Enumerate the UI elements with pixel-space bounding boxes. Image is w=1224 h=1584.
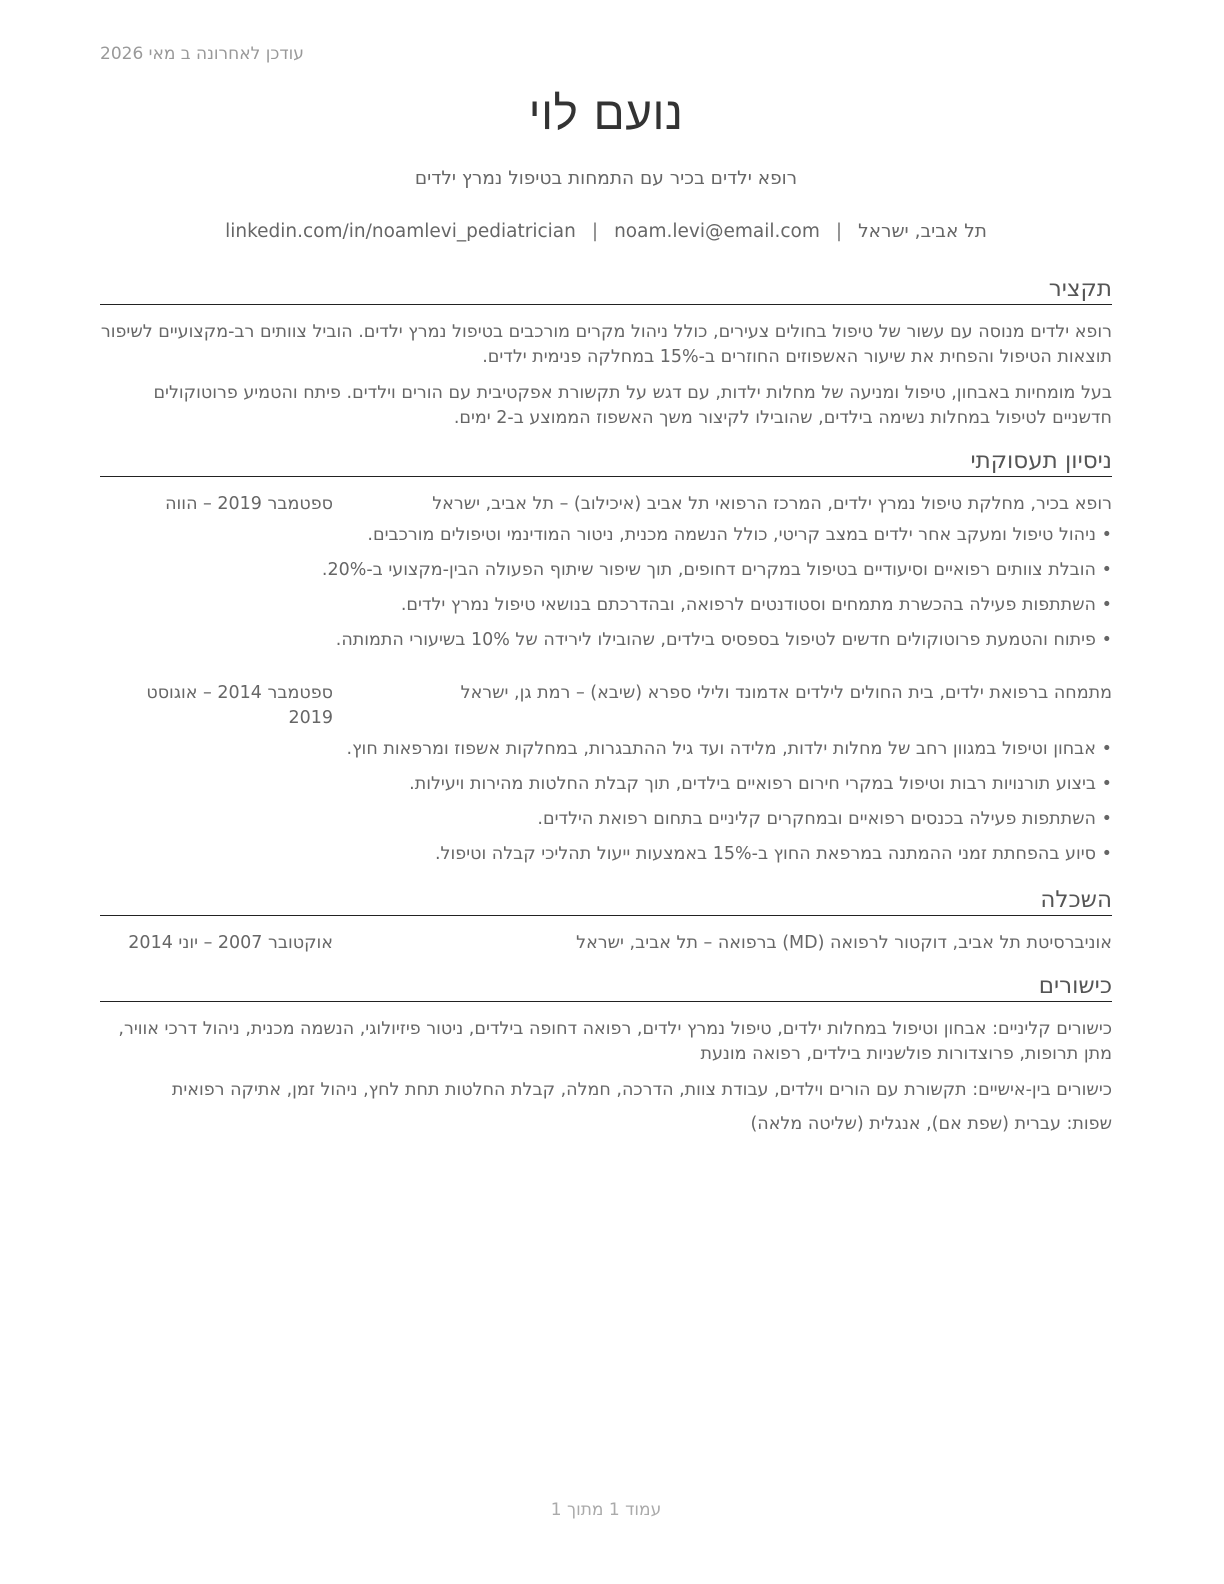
- list-item: • ניהול טיפול ומעקב אחר ילדים במצב קריטי, כולל הנשמה מכנית, ניטור המודינמי וטיפולים מורכבים.: [100, 523, 1112, 558]
- section-title-skills: כישורים: [100, 972, 1112, 1002]
- job-title: מתמחה ברפואת ילדים, בית החולים לילדים אדמונד ולילי ספרא (שיבא) – רמת גן, ישראל: [460, 683, 1112, 703]
- job-header: [100, 492, 1112, 517]
- education-title: אוניברסיטת תל אביב, דוקטור לרפואה (MD) ברפואה – תל אביב, ישראל: [576, 933, 1112, 953]
- list-item: • הובלת צוותים רפואיים וסיעודיים בטיפול במקרים דחופים, תוך שיפור שיתוף הפעולה הבין-מקצועי ב-20%.: [100, 558, 1112, 593]
- list-item: • השתתפות פעילה בהכשרת מתמחים וסטודנטים לרפואה, ובהדרכתם בנושאי טיפול נמרץ ילדים.: [100, 593, 1112, 628]
- list-item: • פיתוח והטמעת פרוטוקולים חדשים לטיפול בספסיס בילדים, שהובילו לירידה של 10% בשיעורי התמותה.: [100, 628, 1112, 663]
- list-item: • השתתפות פעילה בכנסים רפואיים ובמחקרים קליניים בתחום רפואת הילדים.: [100, 807, 1112, 842]
- contact-separator: |: [835, 221, 843, 242]
- skills-line: שפות: עברית (שפת אם), אנגלית (שליטה מלאה): [750, 1114, 1112, 1134]
- job-header: [100, 681, 1112, 731]
- contact-email[interactable]: noam.levi@email.com: [614, 221, 820, 242]
- job-dates: ספטמבר 2014 – אוגוסט 2019: [146, 683, 333, 728]
- candidate-name: נועם לוי: [528, 86, 684, 140]
- resume-page: [100, 0, 1112, 1584]
- list-item: • אבחון וטיפול במגוון רחב של מחלות ילדות, מלידה ועד גיל ההתבגרות, במחלקות אשפוז ומרפאות חוץ.: [100, 737, 1112, 772]
- summary-paragraph: רופא ילדים מנוסה עם עשור של טיפול בחולים צעירים, כולל ניהול מקרים מורכבים בטיפול נמרץ ילדים. הוביל צוותים רב-מקצועיים לשיפור תוצאות הטיפול והפחית את שיעור האשפוזים החוזרים ב-15% במחלקה פנימית ילדים.: [100, 322, 1112, 367]
- section-title-education: השכלה: [100, 886, 1112, 916]
- job-bullets: [100, 737, 1112, 877]
- job-title: רופא בכיר, מחלקת טיפול נמרץ ילדים, המרכז הרפואי תל אביב (איכילוב) – תל אביב, ישראל: [432, 494, 1112, 514]
- contact-line: [100, 221, 1112, 242]
- skills-line: כישורים בין-אישיים: תקשורת עם הורים וילדים, עבודת צוות, הדרכה, חמלה, קבלת החלטות תחת לחץ, ניהול זמן, אתיקה רפואית: [171, 1080, 1112, 1100]
- section-title-experience: ניסיון תעסוקתי: [100, 447, 1112, 477]
- job-bullets: [100, 523, 1112, 663]
- education-entry: [100, 931, 1112, 956]
- section-title-summary: תקציר: [100, 275, 1112, 305]
- education-dates: אוקטובר 2007 – יוני 2014: [128, 933, 333, 953]
- candidate-headline: רופא ילדים בכיר עם התמחות בטיפול נמרץ ילדים: [414, 168, 798, 189]
- last-updated: עודכן לאחרונה ב מאי 2026: [100, 44, 304, 64]
- page-number: עמוד 1 מתוך 1: [550, 1500, 662, 1520]
- contact-linkedin[interactable]: linkedin.com/in/noamlevi_pediatrician: [225, 221, 576, 242]
- job-dates: ספטמבר 2019 – הווה: [165, 494, 333, 514]
- skills-line: כישורים קליניים: אבחון וטיפול במחלות ילדים, טיפול נמרץ ילדים, רפואה דחופה בילדים, ניטור פיזיולוגי, הנשמה מכנית, ניהול דרכי אוויר, מתן תרופות, פרוצדורות פולשניות בילדים, רפואה מונעת: [118, 1019, 1112, 1064]
- contact-location: תל אביב, ישראל: [858, 221, 987, 242]
- contact-separator: |: [591, 221, 599, 242]
- list-item: • סיוע בהפחתת זמני ההמתנה במרפאת החוץ ב-15% באמצעות ייעול תהליכי קבלה וטיפול.: [100, 842, 1112, 877]
- summary-paragraph: בעל מומחיות באבחון, טיפול ומניעה של מחלות ילדות, עם דגש על תקשורת אפקטיבית עם הורים וילדים. פיתח והטמיע פרוטוקולים חדשניים לטיפול במחלות נשימה בילדים, שהובילו לקיצור משך האשפוז הממוצע ב-2 ימים.: [153, 383, 1112, 428]
- list-item: • ביצוע תורנויות רבות וטיפול במקרי חירום רפואיים בילדים, תוך קבלת החלטות מהירות ויעילות.: [100, 772, 1112, 807]
